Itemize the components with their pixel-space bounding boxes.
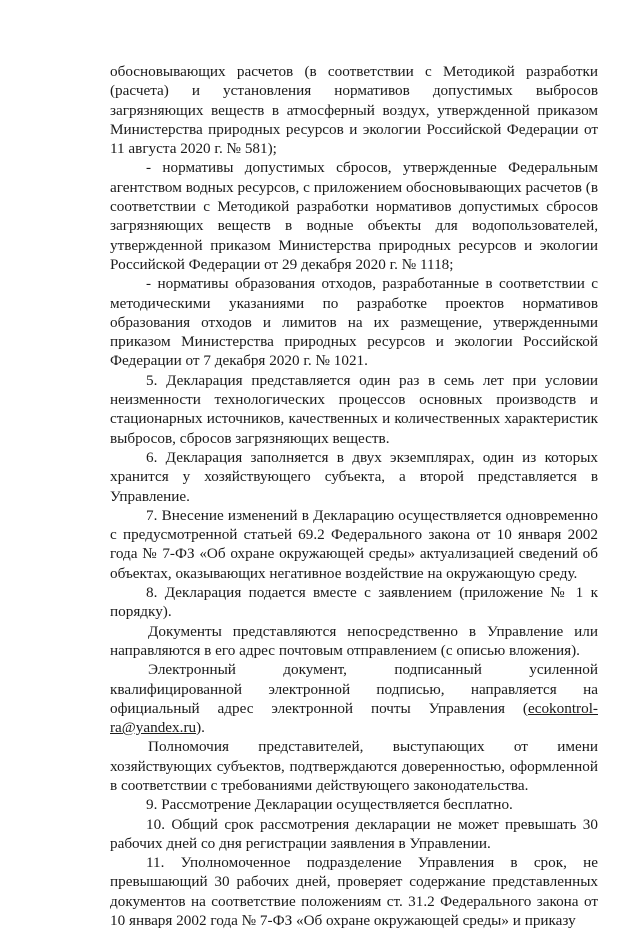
paragraph-waste-norms: - нормативы образования отходов, разработанные в соответствии с методическими указаниями по разработке проектов нормативов образования отходов и лимитов на их размещение, утвержденными приказом Министерства природных ресурсов и экологии Российской Федерации от 7 декабря 2020 г. № 1021. [110, 275, 598, 370]
paragraph-item-6: 6. Декларация заполняется в двух экземплярах, один из которых хранится у хозяйствующего субъекта, а второй представляется в Управление. [110, 448, 598, 505]
paragraph-documents-delivery: Документы представляются непосредственно в Управление или направляются в его адрес почтовым отправлением (с описью вложения). [110, 622, 598, 659]
paragraph-item-10: 10. Общий срок рассмотрения декларации не может превышать 30 рабочих дней со дня регистрации заявления в Управлении. [110, 815, 598, 852]
paragraph-item-11: 11. Уполномоченное подразделение Управления в срок, не превышающий 30 рабочих дней, проверяет содержание представленных документов на соответствие положениям ст. 31.2 Федерального закона от 10 января 2002 года № 7-ФЗ «Об охране окружающей среды» и приказу [110, 854, 598, 930]
document-body [110, 62, 598, 930]
paragraph-electronic-document [110, 660, 598, 737]
paragraph-item-9: 9. Рассмотрение Декларации осуществляется бесплатно. [146, 796, 513, 814]
electronic-document-text: Электронный документ, подписанный усиленной квалифицированной электронной подписью, направляется на официальный адрес электронной почты Управления ( [110, 661, 598, 717]
paragraph-item-5: 5. Декларация представляется один раз в семь лет при условии неизменности технологических процессов основных производств и стационарных источников, качественных и количественных характеристик выбросов, сбросов загрязняющих веществ. [110, 371, 598, 447]
electronic-document-end: ). [196, 719, 205, 737]
paragraph-item-8: 8. Декларация подается вместе с заявлением (приложение № 1 к порядку). [110, 584, 598, 621]
paragraph-item-7: 7. Внесение изменений в Декларацию осуществляется одновременно с предусмотренной статьей 69.2 Федерального закона от 10 января 2002 года № 7-ФЗ «Об охране окружающей среды» актуализацией сведений об объектах, оказывающих негативное воздействие на окружающую среду. [110, 506, 598, 582]
paragraph-discharge-norms: - нормативы допустимых сбросов, утвержденные Федеральным агентством водных ресурсов, с приложением обосновывающих расчетов (в соответствии с Методикой разработки нормативов допустимых сбросов загрязняющих веществ в водные объекты для водопользователей, утвержденной приказом Министерства природных ресурсов и экологии Российской Федерации от 29 декабря 2020 г. № 1118; [110, 159, 598, 273]
paragraph-methodology-emissions: обосновывающих расчетов (в соответствии с Методикой разработки (расчета) и установления нормативов допустимых выбросов загрязняющих веществ в атмосферный воздух, утвержденной приказом Министерства природных ресурсов и экологии Российской Федерации от 11 августа 2020 г. № 581); [110, 63, 598, 158]
email-link[interactable]: ecokontrol-ra@yandex.ru [110, 699, 598, 737]
paragraph-representatives: Полномочия представителей, выступающих от имени хозяйствующих субъектов, подтверждаются доверенностью, оформленной в соответствии с требованиями действующего законодательства. [110, 738, 598, 794]
